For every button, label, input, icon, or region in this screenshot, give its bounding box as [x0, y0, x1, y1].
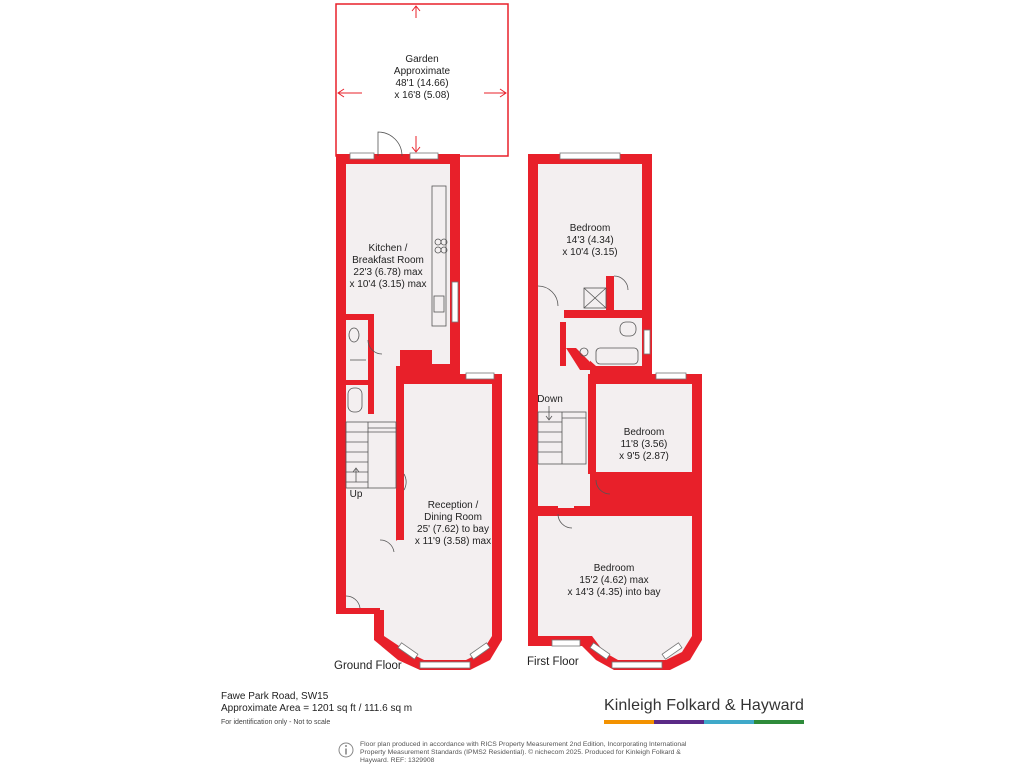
property-area: Approximate Area = 1201 sq ft / 111.6 sq m — [221, 703, 413, 714]
kitchen-label-line2: Breakfast Room — [352, 255, 424, 266]
bedroom3-label-line1: Bedroom — [593, 563, 635, 574]
brand-bar-segment — [704, 720, 754, 724]
bedroom3-label-line2: 15'2 (4.62) max — [579, 575, 649, 586]
reception-label-line2: Dining Room — [424, 512, 482, 523]
reception-label-line3: 25' (7.62) to bay — [417, 524, 489, 535]
garden-label-line1: Garden — [405, 54, 439, 65]
ground-floor-label: Ground Floor — [334, 660, 402, 672]
kitchen-label-line3: 22'3 (6.78) max — [353, 267, 423, 278]
ground-floor — [336, 132, 502, 670]
garden-label-line4: x 16'8 (5.08) — [394, 90, 450, 101]
reception-label-line4: x 11'9 (3.58) max — [414, 536, 492, 547]
bedroom2-label-line3: x 9'5 (2.87) — [619, 451, 669, 462]
kitchen-label-line1: Kitchen / — [368, 243, 408, 254]
stairs-down-label: Down — [537, 394, 563, 405]
property-address: Fawe Park Road, SW15 — [221, 691, 329, 702]
bedroom1-label-line2: 14'3 (4.34) — [566, 235, 614, 246]
brand-bar-segment — [604, 720, 654, 724]
measurement-notes: Floor plan produced in accordance with RICS Property Measurement 2nd Edition, Incorporating International Property Measurement Standards (IPMS2 Residential). © nichecom 2025. Produced for Kinleigh Folkard & Hayward. REF: 1329908 — [360, 741, 687, 764]
bedroom2-label-line1: Bedroom — [623, 427, 665, 438]
brand-color-bar — [604, 720, 804, 724]
reception-label-line1: Reception / — [427, 500, 479, 511]
property-info — [221, 691, 412, 729]
bedroom2-label-line2: 11'8 (3.56) — [620, 439, 668, 450]
bedroom1-label-line3: x 10'4 (3.15) — [562, 247, 618, 258]
kitchen-label-line4: x 10'4 (3.15) max — [349, 279, 427, 290]
garden-label-line3: 48'1 (14.66) — [395, 78, 449, 89]
brand-bar-segment — [654, 720, 704, 724]
property-disclaimer: For identification only - Not to scale — [221, 719, 331, 726]
first-floor-label: First Floor — [527, 656, 579, 668]
bedroom1-label-line1: Bedroom — [569, 223, 611, 234]
bedroom3-label-line3: x 14'3 (4.35) into bay — [567, 587, 661, 598]
info-icon — [338, 741, 354, 759]
brand-bar-segment — [754, 720, 804, 724]
garden-label-line2: Approximate — [393, 66, 451, 77]
stairs-up-label: Up — [349, 489, 363, 500]
brand-name: Kinleigh Folkard & Hayward — [604, 697, 805, 714]
